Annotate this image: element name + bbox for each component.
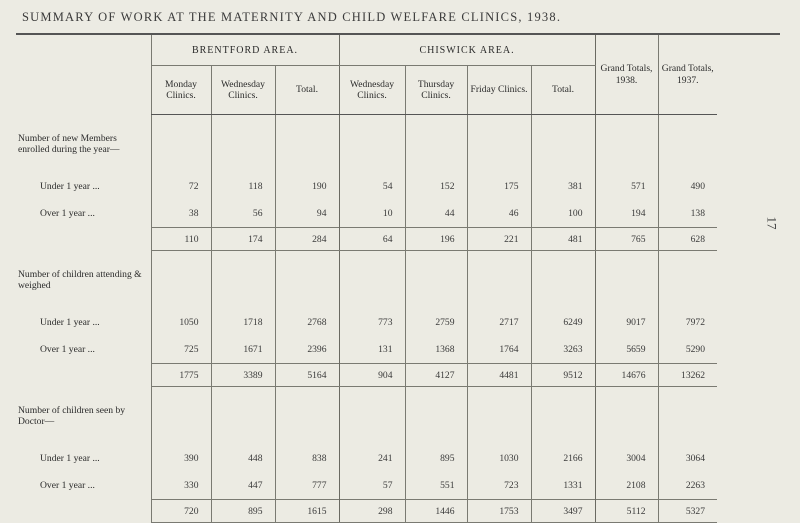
table-cell: 2108 bbox=[595, 472, 658, 500]
table-cell: 194 bbox=[595, 200, 658, 228]
table-cell: 390 bbox=[151, 445, 211, 472]
total-row bbox=[16, 500, 780, 523]
total-cell: 284 bbox=[275, 228, 339, 251]
table-body bbox=[16, 115, 780, 523]
table-cell: 571 bbox=[595, 173, 658, 200]
empty-cell bbox=[275, 115, 339, 174]
table-cell: 46 bbox=[467, 200, 531, 228]
empty-cell bbox=[595, 251, 658, 310]
table-cell: 100 bbox=[531, 200, 595, 228]
total-cell: 5327 bbox=[658, 500, 717, 523]
section-heading-row bbox=[16, 115, 780, 174]
page-number: 17 bbox=[764, 216, 780, 230]
col-chiswick-thursday: Thursday Clinics. bbox=[405, 66, 467, 115]
total-cell: 9512 bbox=[531, 364, 595, 387]
col-chiswick-wednesday: Wednesday Clinics. bbox=[339, 66, 405, 115]
table-cell: 838 bbox=[275, 445, 339, 472]
table-cell: 773 bbox=[339, 309, 405, 336]
table-cell: 330 bbox=[151, 472, 211, 500]
table-cell: 1050 bbox=[151, 309, 211, 336]
col-brentford-monday: Monday Clinics. bbox=[151, 66, 211, 115]
summary-table bbox=[16, 33, 780, 523]
total-cell: 1753 bbox=[467, 500, 531, 523]
empty-cell bbox=[531, 115, 595, 174]
empty-cell bbox=[405, 251, 467, 310]
table-cell: 1764 bbox=[467, 336, 531, 364]
col-grand-1938: Grand Totals, 1938. bbox=[595, 34, 658, 115]
col-chiswick-total: Total. bbox=[531, 66, 595, 115]
total-cell: 481 bbox=[531, 228, 595, 251]
section-heading: Number of children seen by Doctor— bbox=[18, 404, 126, 427]
total-cell: 1615 bbox=[275, 500, 339, 523]
table-cell: 138 bbox=[658, 200, 717, 228]
empty-cell bbox=[467, 251, 531, 310]
total-cell: 4127 bbox=[405, 364, 467, 387]
table-cell: 57 bbox=[339, 472, 405, 500]
total-cell: 628 bbox=[658, 228, 717, 251]
empty-cell bbox=[467, 387, 531, 446]
empty-cell bbox=[531, 387, 595, 446]
empty-cell bbox=[211, 115, 275, 174]
table-cell: 448 bbox=[211, 445, 275, 472]
row-label: Over 1 year ... bbox=[40, 208, 95, 220]
total-cell: 1446 bbox=[405, 500, 467, 523]
total-cell: 5164 bbox=[275, 364, 339, 387]
chiswick-header: CHISWICK AREA. bbox=[339, 34, 595, 66]
table-cell: 54 bbox=[339, 173, 405, 200]
total-cell: 298 bbox=[339, 500, 405, 523]
table-cell: 3263 bbox=[531, 336, 595, 364]
table-cell: 56 bbox=[211, 200, 275, 228]
col-brentford-total: Total. bbox=[275, 66, 339, 115]
total-cell: 110 bbox=[151, 228, 211, 251]
table-cell: 490 bbox=[658, 173, 717, 200]
total-label-cell bbox=[16, 500, 151, 523]
empty-cell bbox=[531, 251, 595, 310]
total-row bbox=[16, 228, 780, 251]
table-cell: 2717 bbox=[467, 309, 531, 336]
table-cell: 1331 bbox=[531, 472, 595, 500]
total-cell: 904 bbox=[339, 364, 405, 387]
table-cell: 72 bbox=[151, 173, 211, 200]
table-cell: 152 bbox=[405, 173, 467, 200]
section-heading-row bbox=[16, 251, 780, 310]
row-label: Under 1 year ... bbox=[40, 453, 100, 464]
total-cell: 3497 bbox=[531, 500, 595, 523]
empty-cell bbox=[595, 387, 658, 446]
total-cell: 221 bbox=[467, 228, 531, 251]
row-label: Under 1 year ... bbox=[40, 317, 100, 328]
total-cell: 174 bbox=[211, 228, 275, 251]
row-label-header bbox=[16, 34, 151, 115]
table-cell: 551 bbox=[405, 472, 467, 500]
empty-cell bbox=[658, 251, 717, 310]
table-cell: 94 bbox=[275, 200, 339, 228]
table-cell: 5290 bbox=[658, 336, 717, 364]
total-label-cell bbox=[16, 228, 151, 251]
table-row bbox=[16, 472, 780, 500]
table-cell: 5659 bbox=[595, 336, 658, 364]
empty-cell bbox=[405, 115, 467, 174]
empty-cell bbox=[658, 387, 717, 446]
total-cell: 64 bbox=[339, 228, 405, 251]
empty-cell bbox=[467, 115, 531, 174]
table-cell: 3064 bbox=[658, 445, 717, 472]
table-row bbox=[16, 445, 780, 472]
empty-cell bbox=[151, 115, 211, 174]
page-title: SUMMARY OF WORK AT THE MATERNITY AND CHILD WELFARE CLINICS, 1938. bbox=[22, 10, 562, 24]
table-cell: 2396 bbox=[275, 336, 339, 364]
table-cell: 1671 bbox=[211, 336, 275, 364]
table-cell: 10 bbox=[339, 200, 405, 228]
total-cell: 3389 bbox=[211, 364, 275, 387]
col-brentford-wednesday: Wednesday Clinics. bbox=[211, 66, 275, 115]
empty-cell bbox=[595, 115, 658, 174]
section-heading-row bbox=[16, 387, 780, 446]
table-cell: 6249 bbox=[531, 309, 595, 336]
table-cell: 2768 bbox=[275, 309, 339, 336]
empty-cell bbox=[658, 115, 717, 174]
table-cell: 9017 bbox=[595, 309, 658, 336]
total-row bbox=[16, 364, 780, 387]
section-heading: Number of children attending & weighed bbox=[18, 268, 142, 291]
empty-cell bbox=[275, 251, 339, 310]
empty-cell bbox=[275, 387, 339, 446]
table-row bbox=[16, 309, 780, 336]
table-cell: 895 bbox=[405, 445, 467, 472]
table-cell: 44 bbox=[405, 200, 467, 228]
total-cell: 196 bbox=[405, 228, 467, 251]
empty-cell bbox=[339, 251, 405, 310]
row-label: Under 1 year ... bbox=[40, 181, 100, 192]
row-label: Over 1 year ... bbox=[40, 480, 95, 492]
table-row bbox=[16, 200, 780, 228]
table-cell: 725 bbox=[151, 336, 211, 364]
total-label-cell bbox=[16, 364, 151, 387]
total-cell: 765 bbox=[595, 228, 658, 251]
col-chiswick-friday: Friday Clinics. bbox=[467, 66, 531, 115]
col-grand-1937: Grand Totals, 1937. bbox=[658, 34, 717, 115]
table-cell: 1718 bbox=[211, 309, 275, 336]
table-cell: 131 bbox=[339, 336, 405, 364]
table-cell: 2263 bbox=[658, 472, 717, 500]
table-cell: 7972 bbox=[658, 309, 717, 336]
table-cell: 1368 bbox=[405, 336, 467, 364]
table-cell: 3004 bbox=[595, 445, 658, 472]
empty-cell bbox=[151, 387, 211, 446]
empty-cell bbox=[339, 115, 405, 174]
empty-cell bbox=[211, 251, 275, 310]
table-cell: 1030 bbox=[467, 445, 531, 472]
empty-cell bbox=[405, 387, 467, 446]
table-cell: 241 bbox=[339, 445, 405, 472]
margin-space bbox=[717, 34, 780, 115]
table-cell: 190 bbox=[275, 173, 339, 200]
table-cell: 175 bbox=[467, 173, 531, 200]
total-cell: 1775 bbox=[151, 364, 211, 387]
table-cell: 2166 bbox=[531, 445, 595, 472]
table-cell: 381 bbox=[531, 173, 595, 200]
table-cell: 118 bbox=[211, 173, 275, 200]
table-cell: 38 bbox=[151, 200, 211, 228]
table-row bbox=[16, 336, 780, 364]
total-cell: 14676 bbox=[595, 364, 658, 387]
row-label: Over 1 year ... bbox=[40, 344, 95, 356]
empty-cell bbox=[211, 387, 275, 446]
table-cell: 2759 bbox=[405, 309, 467, 336]
table-cell: 447 bbox=[211, 472, 275, 500]
total-cell: 13262 bbox=[658, 364, 717, 387]
total-cell: 4481 bbox=[467, 364, 531, 387]
total-cell: 895 bbox=[211, 500, 275, 523]
total-cell: 720 bbox=[151, 500, 211, 523]
empty-cell bbox=[151, 251, 211, 310]
section-heading: Number of new Members enrolled during the year— bbox=[18, 132, 120, 155]
table-cell: 723 bbox=[467, 472, 531, 500]
brentford-header: BRENTFORD AREA. bbox=[151, 34, 339, 66]
table-cell: 777 bbox=[275, 472, 339, 500]
table-row bbox=[16, 173, 780, 200]
empty-cell bbox=[339, 387, 405, 446]
total-cell: 5112 bbox=[595, 500, 658, 523]
